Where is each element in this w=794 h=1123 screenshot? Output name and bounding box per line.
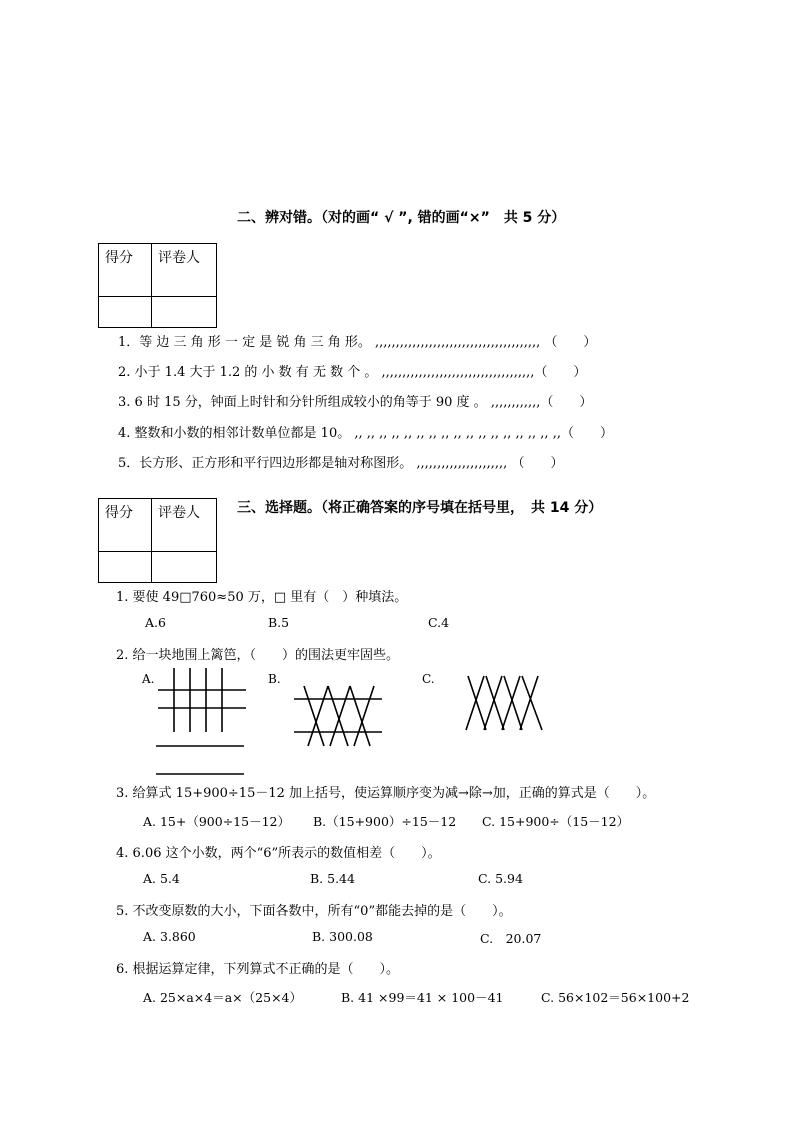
score-label: 得分 — [99, 244, 152, 297]
fence-figure-c — [462, 672, 548, 734]
q4-stem: 4. 6.06 这个小数，两个“6”所表示的数值相差（ ）。 — [116, 846, 441, 861]
q3-option-b: B.（15+900）÷15－12 — [313, 814, 457, 829]
q5-option-a: A. 3.860 — [143, 929, 196, 944]
score-cell[interactable] — [99, 552, 152, 583]
q2-label-b: B. — [268, 672, 281, 686]
q1-option-b: B.5 — [268, 615, 290, 630]
score-label: 得分 — [99, 499, 152, 552]
score-cell[interactable] — [99, 297, 152, 328]
q3-option-a: A. 15+（900÷15－12） — [143, 814, 290, 829]
tf-item-4: 4. 整数和小数的相邻计数单位都是 10。 ,, ,, ,, ,, ,, ,, ,, ,, ,, ,, ,, ,, ,, ,, ,, ,, ,,（ ） — [118, 426, 613, 441]
q2-label-c: C. — [422, 672, 435, 686]
q3-stem: 3. 给算式 15+900÷15－12 加上括号，使运算顺序变为减→除→加，正确的算式是（ ）。 — [116, 786, 656, 801]
q5-option-b: B. 300.08 — [312, 929, 373, 944]
q6-option-c: C. 56×102＝56×100+2 — [541, 990, 690, 1005]
fence-figure-b — [290, 684, 390, 748]
score-table-section3 — [98, 498, 217, 583]
grader-cell[interactable] — [152, 552, 217, 583]
q4-option-c: C. 5.94 — [478, 871, 523, 886]
q5-stem: 5. 不改变原数的大小，下面各数中，所有“0”都能去掉的是（ ）。 — [116, 904, 512, 919]
q4-option-a: A. 5.4 — [143, 871, 180, 886]
tf-item-3: 3. 6 时 15 分，钟面上时针和分针所组成较小的角等于 90 度 。 ,,,,,,,,,,,,（ ） — [118, 395, 593, 410]
q6-option-b: B. 41 ×99＝41 × 100－41 — [341, 990, 504, 1005]
q6-stem: 6. 根据运算定律，下列算式不正确的是（ ）。 — [116, 962, 400, 977]
tf-item-2: 2. 小于 1.4 大于 1.2 的 小 数 有 无 数 个 。 ,,,,,,,,,,,,,,,,,,,,,,,,,,,,,,,,,,,,,（ ） — [118, 365, 587, 380]
fence-figure-a — [150, 664, 254, 778]
grader-label: 评卷人 — [152, 499, 217, 552]
q6-option-a: A. 25×a×4＝a×（25×4） — [143, 990, 302, 1005]
q2-label-a: A. — [142, 672, 155, 686]
q1-option-c: C.4 — [428, 615, 450, 630]
q4-option-b: B. 5.44 — [310, 871, 355, 886]
q1-option-a: A.6 — [145, 615, 166, 630]
tf-item-5: 5．长方形、正方形和平行四边形都是轴对称图形。 ,,,,,,,,,,,,,,,,,,,,,, （ ） — [118, 456, 564, 471]
q1-stem: 1. 要使 49□760≈50 万，□ 里有（ ）种填法。 — [116, 590, 408, 605]
section2-title: 二、辨对错。（对的画“ √ ”, 错的画“×” 共 5 分） — [237, 210, 566, 226]
tf-item-1: 1．等 边 三 角 形 一 定 是 锐 角 三 角 形。 ,,,,,,,,,,,,,,,,,,,,,,,,,,,,,,,,,,,,,,,, （ ） — [118, 335, 597, 350]
section3-title: 三、选择题。（将正确答案的序号填在括号里， 共 14 分） — [237, 500, 603, 516]
q5-option-c: C. 20.07 — [480, 931, 542, 946]
q2-stem: 2. 给一块地围上篱笆，（ ）的围法更牢固些。 — [116, 648, 400, 663]
grader-label: 评卷人 — [152, 244, 217, 297]
q3-option-c: C. 15+900÷（15－12） — [482, 814, 630, 829]
score-table-section2 — [98, 243, 217, 328]
grader-cell[interactable] — [152, 297, 217, 328]
